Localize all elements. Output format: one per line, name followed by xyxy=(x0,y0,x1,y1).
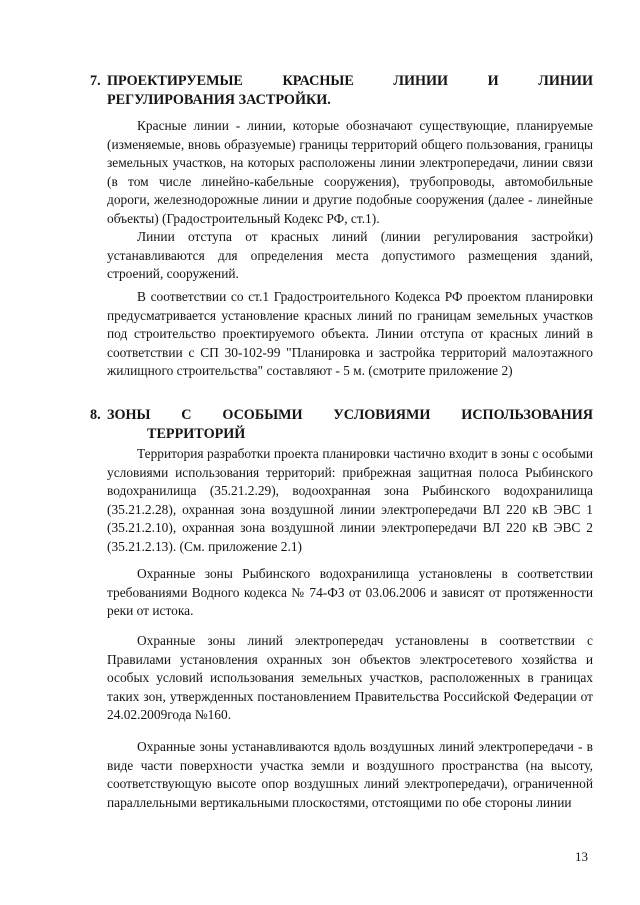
section-8-heading xyxy=(90,406,593,444)
section-8-paragraph-4: Охранные зоны устанавливаются вдоль воздушных линий электропередачи - в виде части поверхности участка земли и воздушного пространства (на высоту, соответствующую высоте опор воздушных линий электропередачи), ограниченной параллельными вертикальными плоскостями, отстоящими по обе стороны линии xyxy=(107,739,593,810)
section-8-number: 8. xyxy=(90,407,101,423)
section-8-title-line2: ТЕРРИТОРИЙ xyxy=(147,426,246,442)
section-7-paragraph-2: Линии отступа от красных линий (линии регулирования застройки) устанавливаются для определения места допустимого размещения зданий, строений, сооружений. xyxy=(107,229,593,281)
section-8-paragraph-2: Охранные зоны Рыбинского водохранилища установлены в соответствии требованиями Водного кодекса № 74-ФЗ от 03.06.2006 и зависят от протяженности реки от истока. xyxy=(107,566,593,618)
section-7-number: 7. xyxy=(90,73,101,89)
section-7-title-line1: ПРОЕКТИРУЕМЫЕ КРАСНЫЕ ЛИНИИ И ЛИНИИ xyxy=(107,73,593,89)
section-7-heading xyxy=(90,72,593,110)
section-7-paragraph-1: Красные линии - линии, которые обозначают существующие, планируемые (изменяемые, вновь образуемые) границы территорий общего пользования, границы земельных участков, на которых расположены линии электропередачи, линии связи (в том числе линейно-кабельные сооружения), трубопроводы, автомобильные дороги, железнодорожные линии и другие подобные сооружения (далее - линейные объекты) (Градостроительный Кодекс РФ, ст.1). xyxy=(107,118,593,226)
section-8-paragraph-3: Охранные зоны линий электропередач установлены в соответствии с Правилами установления охранных зон объектов электросетевого хозяйства и особых условий использования земельных участков, расположенных в границах таких зон, утвержденных постановлением Правительства Российской Федерации от 24.02.2009года №160. xyxy=(107,633,593,722)
section-7-title-line2: РЕГУЛИРОВАНИЯ ЗАСТРОЙКИ. xyxy=(107,92,331,108)
section-8-paragraph-1: Территория разработки проекта планировки частично входит в зоны с особыми условиями использования территорий: прибрежная защитная полоса Рыбинского водохранилища (35.21.2.29), водоохранная зона Рыбинского водохранилища (35.21.2.28), охранная зона воздушной линии электропередачи ВЛ 220 кВ ЭВС 1 (35.21.2.10), охранная зона воздушной линии электропередачи ВЛ 220 кВ ЭВС 2 (35.21.2.13). (См. приложение 2.1) xyxy=(107,446,593,554)
page-number: 13 xyxy=(575,849,588,864)
section-8-title-line1: ЗОНЫ С ОСОБЫМИ УСЛОВИЯМИ ИСПОЛЬЗОВАНИЯ xyxy=(107,407,593,423)
section-7-paragraph-3: В соответствии со ст.1 Градостроительного Кодекса РФ проектом планировки предусматривается установление красных линий по границам земельных участков под строительство проектируемого объекта. Линии отступа от красных линий в соответствии с СП 30-102-99 "Планировка и застройка территорий малоэтажного жилищного строительства" составляют - 5 м. (смотрите приложение 2) xyxy=(107,289,593,378)
